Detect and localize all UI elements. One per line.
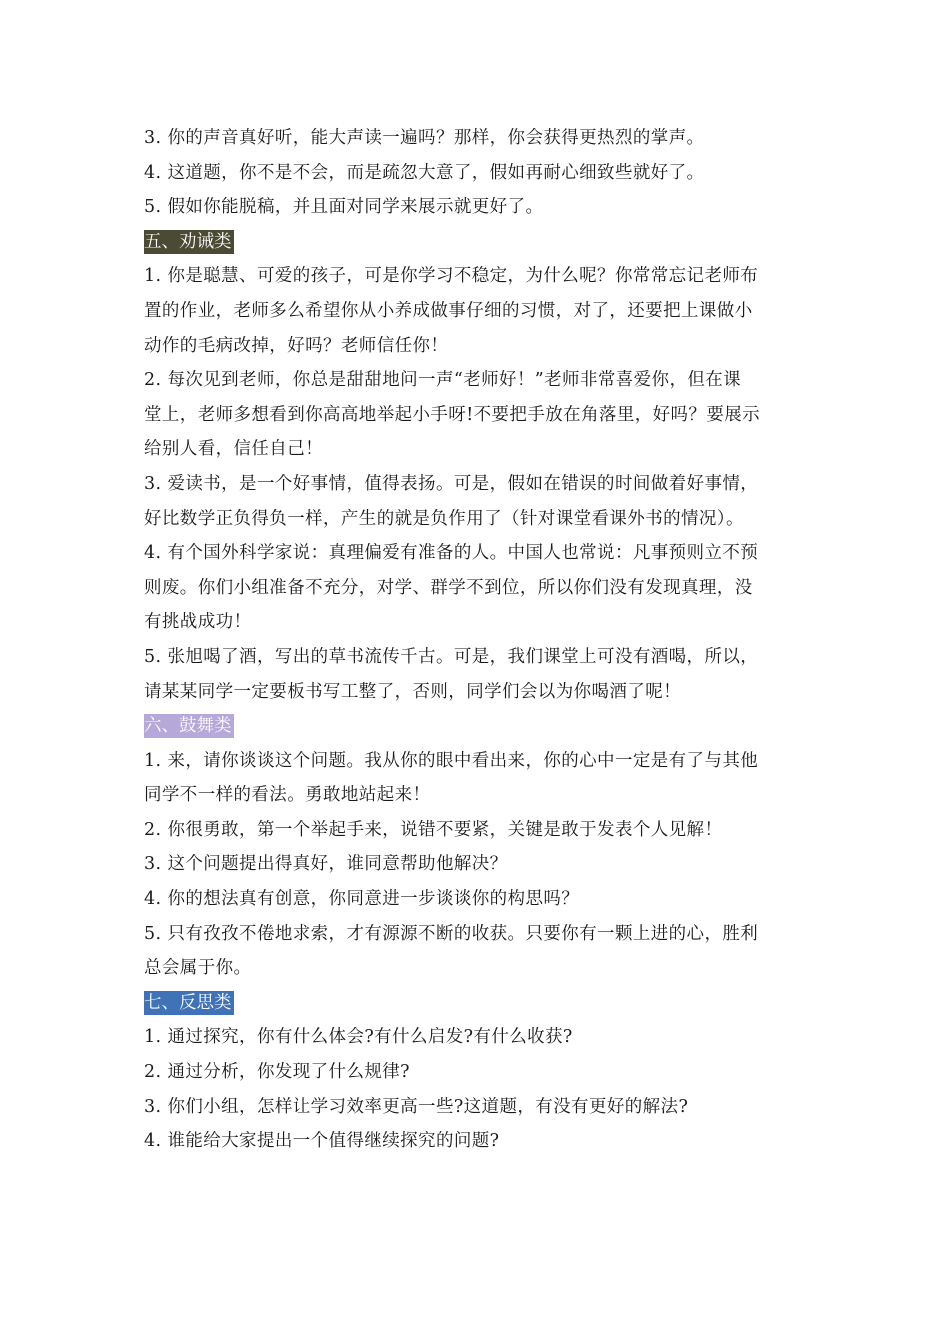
- text-line: 4. 有个国外科学家说：真理偏爱有准备的人。中国人也常说：凡事预则立不预: [144, 543, 759, 564]
- text-line: 2. 每次见到老师，你总是甜甜地问一声“老师好！”老师非常喜爱你，但在课: [144, 370, 742, 391]
- text-line: 3. 爱读书，是一个好事情，值得表扬。可是，假如在错误的时间做着好事情，: [144, 473, 759, 494]
- text-line: 1. 来，请你谈谈这个问题。我从你的眼中看出来，你的心中一定是有了与其他: [144, 750, 759, 771]
- text-line: 3. 这个问题提出得真好，谁同意帮助他解决？: [144, 854, 508, 875]
- section-heading-label: 七、反思类: [144, 992, 232, 1013]
- section-heading-label: 五、劝诫类: [144, 231, 232, 252]
- text-line: 给别人看，信任自己！: [144, 439, 323, 460]
- text-line: 动作的毛病改掉，好吗？老师信任你！: [144, 335, 449, 356]
- text-line: 1. 通过探究，你有什么体会?有什么启发?有什么收获?: [144, 1027, 573, 1048]
- text-line: 4. 这道题，你不是不会，而是疏忽大意了，假如再耐心细致些就好了。: [144, 162, 705, 183]
- text-line: 2. 你很勇敢，第一个举起手来，说错不要紧，关键是敢于发表个人见解！: [144, 819, 723, 840]
- text-line: 总会属于你。: [144, 958, 252, 979]
- text-line: 3. 你们小组，怎样让学习效率更高一些?这道题，有没有更好的解法?: [144, 1096, 689, 1117]
- text-line: 1. 你是聪慧、可爱的孩子，可是你学习不稳定，为什么呢？你常常忘记老师布: [144, 266, 759, 287]
- text-line: 堂上，老师多想看到你高高地举起小手呀!不要把手放在角落里，好吗？要展示: [144, 404, 761, 425]
- text-line: 4. 你的想法真有创意，你同意进一步谈谈你的构思吗？: [144, 889, 580, 910]
- text-line: 5. 只有孜孜不倦地求索，才有源源不断的收获。只要你有一颗上进的心，胜利: [144, 923, 759, 944]
- section-heading-fansi: [144, 986, 812, 1021]
- text-line: 置的作业，老师多么希望你从小养成做事仔细的习惯，对了，还要把上课做小: [144, 300, 753, 321]
- text-line: 3. 你的声音真好听，能大声读一遍吗？那样，你会获得更热烈的掌声。: [144, 128, 705, 148]
- section-heading-quanjie: [144, 225, 812, 260]
- section-heading-label: 六、鼓舞类: [144, 716, 232, 737]
- text-line: 5. 假如你能脱稿，并且面对同学来展示就更好了。: [144, 197, 544, 218]
- text-line: 5. 张旭喝了酒，写出的草书流传千古。可是，我们课堂上可没有酒喝，所以，: [144, 646, 759, 667]
- text-line: 同学不一样的看法。勇敢地站起来！: [144, 785, 431, 806]
- text-line: 4. 谁能给大家提出一个值得继续探究的问题?: [144, 1131, 500, 1152]
- text-line: 有挑战成功！: [144, 612, 252, 633]
- text-line: 则废。你们小组准备不充分，对学、群学不到位，所以你们没有发现真理，没: [144, 577, 753, 598]
- text-line: 好比数学正负得负一样，产生的就是负作用了（针对课堂看课外书的情况）。: [144, 508, 744, 529]
- document-body: [144, 121, 812, 1159]
- section-heading-guwu: [144, 709, 812, 744]
- text-line: 请某某同学一定要板书写工整了，否则，同学们会以为你喝酒了呢！: [144, 681, 681, 702]
- text-line: 2. 通过分析，你发现了什么规律?: [144, 1062, 410, 1083]
